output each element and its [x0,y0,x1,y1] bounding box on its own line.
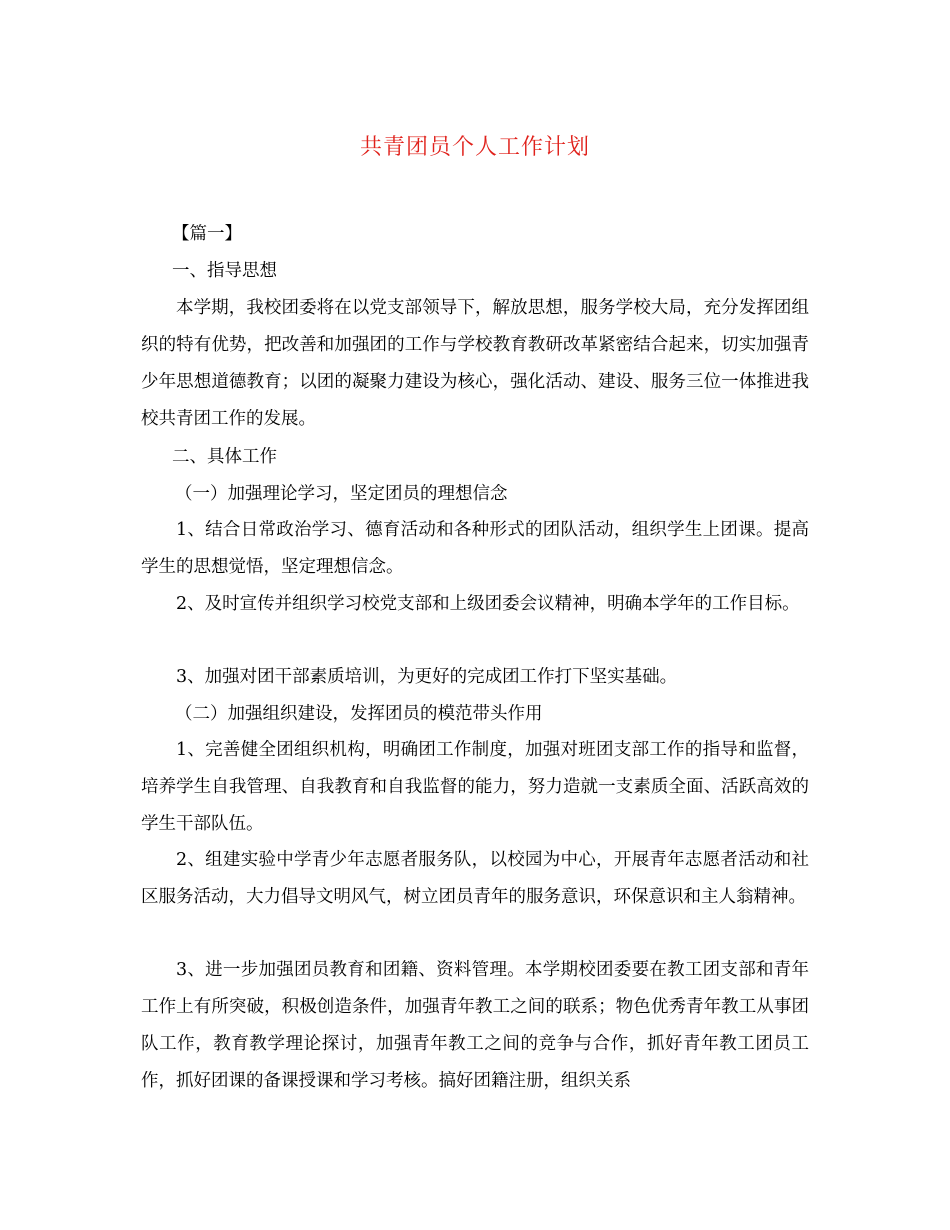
subheading-theory-study: （一）加强理论学习，坚定团员的理想信念 [175,484,508,504]
document-title: 共青团员个人工作计划 [359,135,590,160]
heading-guiding-thought: 一、指导思想 [172,261,277,281]
list-item: 3、加强对团干部素质培训，为更好的完成团工作打下坚实基础。 [176,667,678,687]
list-item: 1、结合日常政治学习、德育活动和各种形式的团队活动，组织学生上团课。提高学生的思想觉悟，坚定理想信念。 [141,520,809,577]
list-item: 1、完善健全团组织机构，明确团工作制度，加强对班团支部工作的指导和监督，培养学生自我管理、自我教育和自我监督的能力，努力造就一支素质全面、活跃高效的学生干部队伍。 [141,740,809,834]
paragraph-guiding-thought: 本学期，我校团委将在以党支部领导下，解放思想，服务学校大局，充分发挥团组织的特有优势，把改善和加强团的工作与学校教育教研改革紧密结合起来，切实加强青少年思想道德教育；以团的凝聚力建设为核心，强化活动、建设、服务三位一体推进我校共青团工作的发展。 [141,298,809,429]
subheading-organization-building: （二）加强组织建设，发挥团员的模范带头作用 [175,704,543,724]
section-label: 【篇一】 [172,224,242,244]
heading-specific-work: 二、具体工作 [172,447,277,467]
list-item: 2、及时宣传并组织学习校党支部和上级团委会议精神，明确本学年的工作目标。 [176,594,800,614]
list-item: 2、组建实验中学青少年志愿者服务队，以校园为中心，开展青年志愿者活动和社区服务活动，大力倡导文明风气，树立团员青年的服务意识，环保意识和主人翁精神。 [141,850,809,907]
list-item: 3、进一步加强团员教育和团籍、资料管理。本学期校团委要在教工团支部和青年工作上有所突破，积极创造条件，加强青年教工之间的联系；物色优秀青年教工从事团队工作，教育教学理论探讨，加强青年教工之间的竞争与合作，抓好青年教工团员工作，抓好团课的备课授课和学习考核。搞好团籍注册，组织关系 [141,960,809,1091]
